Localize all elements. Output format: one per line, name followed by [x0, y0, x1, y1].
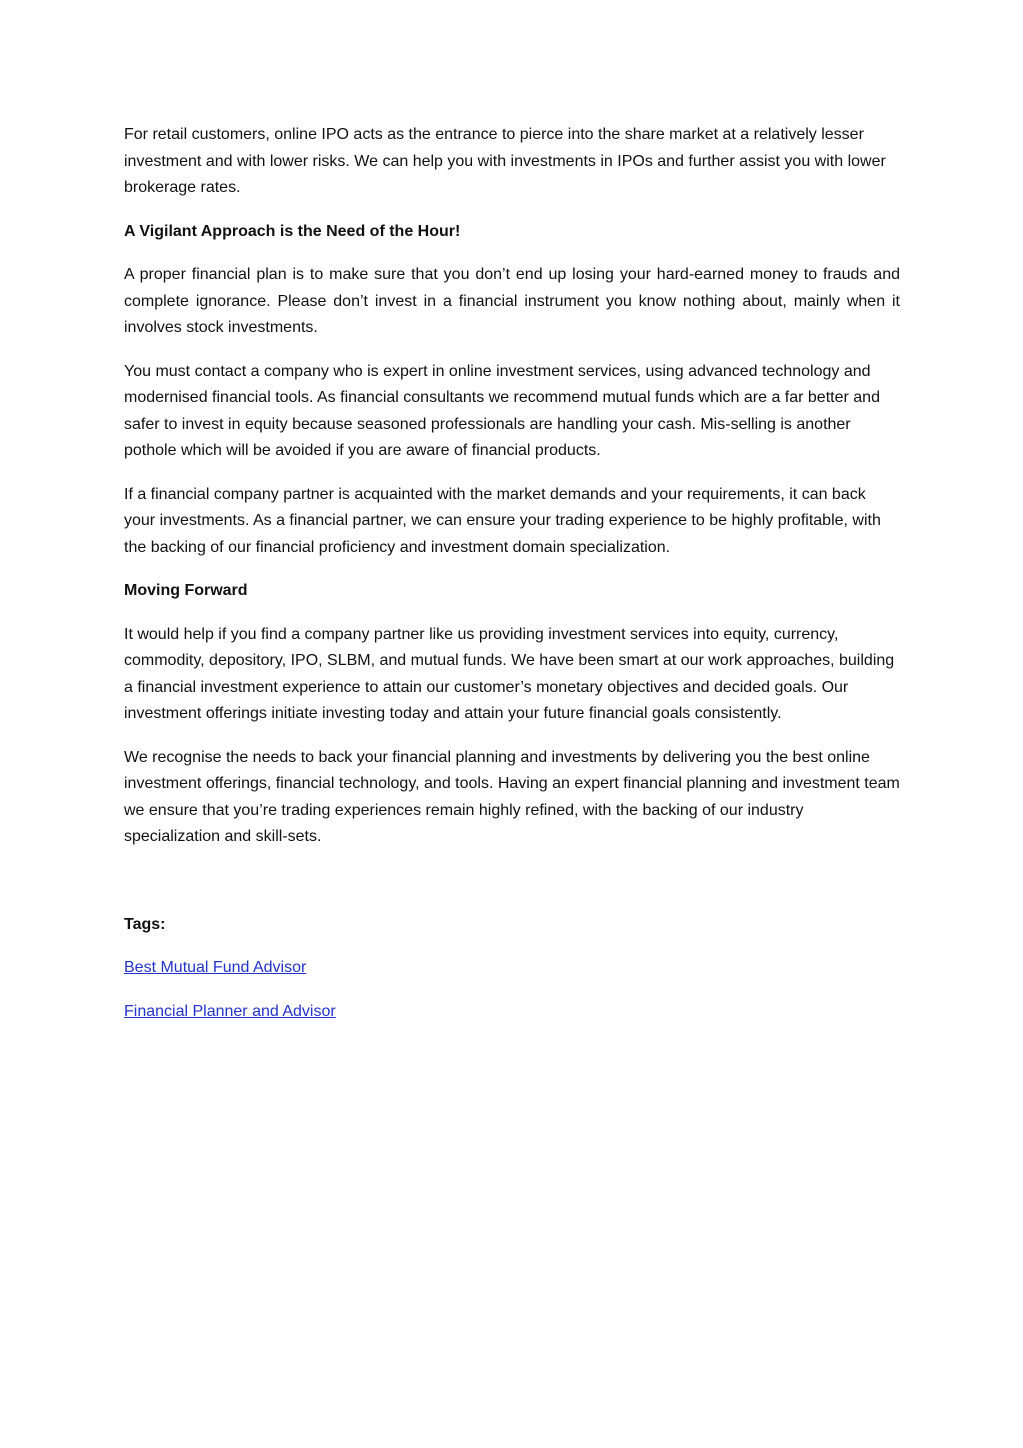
tag-item [124, 999, 900, 1026]
tag-item [124, 955, 900, 982]
document-page [124, 122, 900, 1042]
company-partner-paragraph: It would help if you find a company partner like us providing investment services into equity, currency, commodity, depository, IPO, SLBM, and mutual funds. We have been smart at our work approaches, building a financial investment experience to attain our customer’s monetary objectives and decided goals. Our investment offerings initiate investing today and attain your future financial goals consistently. [124, 625, 895, 722]
spacer [124, 868, 900, 912]
recognise-needs-paragraph: We recognise the needs to back your financial planning and investments by delivering you the best online investment offerings, financial technology, and tools. Having an expert financial planning and investment team we ensure that you’re trading experiences remain highly refined, with the backing of our industry specialization and skill-sets. [124, 748, 900, 845]
heading-moving-forward: Moving Forward [124, 582, 248, 599]
tag-link-best-mutual-fund-advisor[interactable]: Best Mutual Fund Advisor [124, 959, 307, 976]
contact-company-paragraph: You must contact a company who is expert in online investment services, using advanced technology and modernised financial tools. As financial consultants we recommend mutual funds which are a far better and safer to invest in equity because seasoned professionals are handling your cash. Mis-selling is another pothole which will be avoided if you are aware of financial products. [124, 362, 880, 459]
intro-paragraph: For retail customers, online IPO acts as the entrance to pierce into the share market at a relatively lesser investment and with lower risks. We can help you with investments in IPOs and further assist you with lower brokerage rates. [124, 126, 886, 196]
financial-plan-paragraph: A proper financial plan is to make sure that you don’t end up losing your hard-earned money to frauds and complete ignorance. Please don’t invest in a financial instrument you know nothing about, mainly when it involves stock investments. [124, 266, 900, 336]
heading-vigilant-approach: A Vigilant Approach is the Need of the Hour! [124, 222, 461, 240]
tags-label: Tags: [124, 915, 166, 933]
financial-partner-paragraph: If a financial company partner is acquainted with the market demands and your requirements, it can back your investments. As a financial partner, we can ensure your trading experience to be highly profitable, with the backing of our financial proficiency and investment domain specialization. [124, 485, 881, 556]
tag-link-financial-planner-and-advisor[interactable]: Financial Planner and Advisor [124, 1002, 336, 1020]
